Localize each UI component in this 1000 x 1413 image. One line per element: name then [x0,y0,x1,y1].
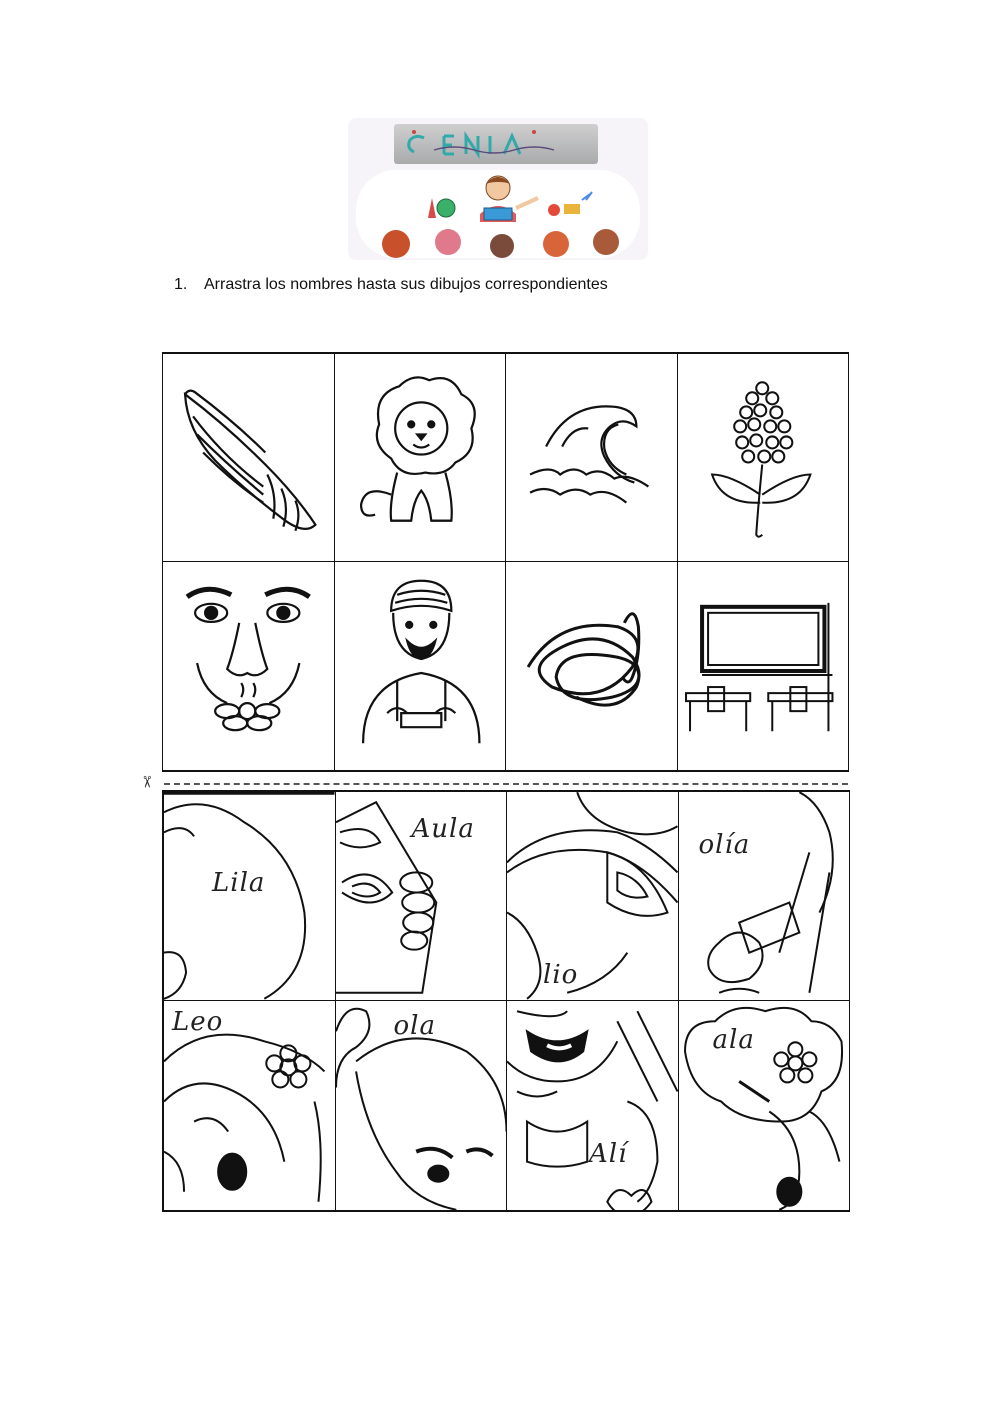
scissors-icon: ✂ [137,775,155,789]
teacher-logo [348,118,648,260]
face-icon [163,562,334,770]
cut-line [164,783,848,785]
man-turban-picture[interactable] [335,562,507,770]
open-book-piece-icon [507,792,678,1000]
word-lila[interactable]: Lila [212,868,266,898]
logo-banner [394,124,598,164]
instruction [174,276,608,294]
scribble-icon [506,562,677,770]
girl-hair-piece-icon [679,1001,850,1210]
teacher-reading-illustration [356,170,640,258]
word-card-olia[interactable] [679,792,851,1001]
wave-picture[interactable] [506,354,678,562]
lion-picture[interactable] [335,354,507,562]
face-smelling-flower-picture[interactable] [163,562,335,770]
instruction-text: Arrastra los nombres hasta sus dibujos correspondientes [204,276,608,293]
word-card-leo[interactable] [164,1001,336,1210]
classroom-picture[interactable] [678,562,850,770]
word-ola[interactable]: ola [393,1011,436,1041]
word-olia[interactable]: olía [698,830,751,860]
tangle-picture[interactable] [506,562,678,770]
word-ala[interactable]: ala [712,1025,755,1055]
smiling-child-piece-icon [507,1001,678,1210]
flower-icon [678,354,849,561]
instruction-number: 1. [174,276,188,293]
lion-icon [335,354,506,561]
word-card-lila[interactable] [164,792,336,1001]
wave-icon [506,354,677,561]
lilac-flower-picture[interactable] [678,354,850,562]
teacher-arm-piece-icon [679,792,850,1000]
wing-icon [163,354,334,561]
wing-picture[interactable] [163,354,335,562]
word-card-ali[interactable] [507,1001,679,1210]
pictures-grid [162,352,849,772]
word-lio[interactable]: lio [543,960,579,990]
words-grid [162,790,850,1212]
word-ali[interactable]: Alí [589,1139,628,1169]
word-card-ola[interactable] [336,1001,508,1210]
word-card-aula[interactable] [336,792,508,1001]
word-leo[interactable]: Leo [172,1007,224,1037]
word-card-ala[interactable] [679,1001,851,1210]
classroom-icon [678,562,849,770]
word-card-lio[interactable] [507,792,679,1001]
man-icon [335,562,506,770]
word-aula[interactable]: Aula [411,814,475,844]
